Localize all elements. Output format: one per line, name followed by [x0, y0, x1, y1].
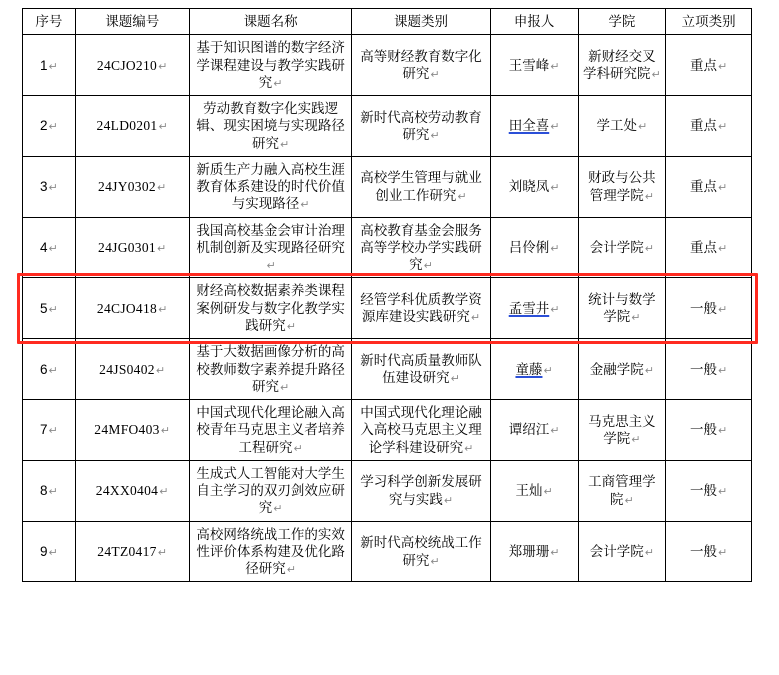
paragraph-mark-icon: ↵ — [48, 485, 58, 499]
cell-title — [189, 339, 351, 400]
paragraph-mark-icon: ↵ — [48, 120, 58, 134]
paragraph-mark-icon: ↵ — [48, 241, 58, 255]
cell-person-text: 郑珊珊 — [508, 543, 550, 559]
cell-person — [490, 400, 578, 461]
paragraph-mark-icon: ↵ — [156, 241, 167, 255]
cell-code-text: 24CJO418 — [96, 300, 158, 316]
cell-code-text: 24XX0404 — [95, 483, 159, 499]
cell-code-text: 24JG0301 — [98, 239, 156, 255]
cell-level-text: 重点 — [690, 239, 718, 255]
cell-title — [189, 521, 351, 582]
cell-code-text: 24JY0302 — [98, 179, 156, 195]
paragraph-mark-icon: ↵ — [543, 363, 553, 377]
paragraph-mark-icon: ↵ — [48, 424, 58, 438]
paragraph-mark-icon: ↵ — [718, 120, 728, 134]
cell-type — [352, 278, 490, 339]
paragraph-mark-icon: ↵ — [430, 554, 440, 568]
paragraph-mark-icon: ↵ — [48, 545, 58, 559]
paragraph-mark-icon: ↵ — [631, 432, 641, 446]
paragraph-mark-icon: ↵ — [644, 241, 655, 255]
cell-no-text: 5 — [39, 300, 48, 316]
paragraph-mark-icon: ↵ — [158, 302, 168, 316]
cell-title — [189, 35, 351, 96]
cell-level — [666, 460, 752, 521]
paragraph-mark-icon: ↵ — [651, 68, 661, 82]
table-body — [23, 35, 752, 582]
cell-level — [666, 35, 752, 96]
cell-title — [189, 96, 351, 157]
cell-type — [352, 460, 490, 521]
column-header-person: 申报人 — [490, 9, 578, 35]
cell-type — [352, 339, 490, 400]
cell-college — [578, 339, 666, 400]
cell-type-text: 高等财经教育数字化研究 — [360, 48, 482, 82]
cell-person-text: 谭绍江 — [508, 422, 550, 438]
cell-person — [490, 278, 578, 339]
cell-code-text: 24LD0201 — [96, 118, 158, 134]
cell-level — [666, 400, 752, 461]
cell-code — [75, 400, 189, 461]
cell-code — [75, 339, 189, 400]
cell-title — [189, 156, 351, 217]
paragraph-mark-icon: ↵ — [470, 311, 481, 325]
column-header-type: 课题类别 — [352, 9, 490, 35]
cell-code-text: 24JS0402 — [99, 361, 155, 377]
table-row — [23, 217, 752, 278]
column-header-college: 学院 — [578, 9, 666, 35]
cell-no — [23, 278, 76, 339]
column-header-level: 立项类别 — [666, 9, 752, 35]
cell-code — [75, 156, 189, 217]
cell-person — [490, 339, 578, 400]
paragraph-mark-icon: ↵ — [457, 189, 467, 203]
cell-college — [578, 156, 666, 217]
cell-college — [578, 460, 666, 521]
cell-level — [666, 156, 752, 217]
paragraph-mark-icon: ↵ — [644, 363, 655, 377]
cell-college-text: 金融学院 — [589, 361, 644, 377]
paragraph-mark-icon: ↵ — [157, 545, 168, 559]
paragraph-mark-icon: ↵ — [430, 128, 440, 142]
paragraph-mark-icon: ↵ — [624, 493, 634, 507]
cell-no — [23, 96, 76, 157]
cell-level-text: 重点 — [690, 57, 718, 73]
paragraph-mark-icon: ↵ — [430, 68, 440, 82]
cell-person-text: 吕伶俐 — [508, 239, 550, 255]
paragraph-mark-icon: ↵ — [550, 545, 560, 559]
paragraph-mark-icon: ↵ — [279, 137, 290, 151]
cell-level — [666, 217, 752, 278]
cell-person-text: 田全喜 — [508, 118, 550, 134]
paragraph-mark-icon: ↵ — [158, 120, 168, 134]
paragraph-mark-icon: ↵ — [48, 302, 58, 316]
paragraph-mark-icon: ↵ — [718, 59, 728, 73]
cell-code — [75, 217, 189, 278]
cell-level-text: 一般 — [690, 483, 718, 499]
paragraph-mark-icon: ↵ — [550, 59, 560, 73]
paragraph-mark-icon: ↵ — [300, 198, 310, 212]
cell-level — [666, 521, 752, 582]
paragraph-mark-icon: ↵ — [293, 441, 303, 455]
cell-person — [490, 96, 578, 157]
cell-person-text: 孟雪井 — [508, 300, 550, 316]
cell-level-text: 一般 — [690, 422, 718, 438]
cell-type-text: 新时代高质量教师队伍建设研究 — [360, 352, 482, 386]
paragraph-mark-icon: ↵ — [156, 181, 167, 195]
cell-no-text: 1 — [39, 57, 48, 73]
cell-no-text: 2 — [39, 118, 48, 134]
cell-level-text: 一般 — [690, 543, 718, 559]
paragraph-mark-icon: ↵ — [423, 259, 433, 273]
cell-college — [578, 521, 666, 582]
cell-code — [75, 35, 189, 96]
cell-type — [352, 521, 490, 582]
cell-no-text: 9 — [39, 543, 48, 559]
cell-title-text: 新质生产力融入高校生涯教育体系建设的时代价值与实现路径 — [196, 161, 345, 212]
paragraph-mark-icon: ↵ — [273, 76, 283, 90]
paragraph-mark-icon: ↵ — [638, 120, 648, 134]
cell-title-text: 高校网络统战工作的实效性评价体系构建及优化路径研究 — [196, 526, 345, 577]
paragraph-mark-icon: ↵ — [158, 59, 168, 73]
cell-person-text: 童藤 — [515, 361, 543, 377]
paragraph-mark-icon: ↵ — [550, 181, 560, 195]
cell-code — [75, 521, 189, 582]
cell-title-text: 中国式现代化理论融入高校青年马克思主义者培养工程研究 — [196, 405, 345, 455]
paragraph-mark-icon: ↵ — [160, 424, 171, 438]
table-row — [23, 96, 752, 157]
paragraph-mark-icon: ↵ — [550, 424, 560, 438]
paragraph-mark-icon: ↵ — [644, 545, 655, 559]
cell-title-text: 我国高校基金会审计治理机制创新及实现路径研究 — [196, 222, 345, 255]
paragraph-mark-icon: ↵ — [443, 493, 454, 507]
table-row — [23, 156, 752, 217]
table-header — [23, 9, 752, 35]
cell-level-text: 重点 — [690, 118, 718, 134]
cell-title-text: 生成式人工智能对大学生自主学习的双刃剑效应研究 — [196, 465, 345, 516]
cell-college-text: 马克思主义学院 — [588, 413, 656, 446]
paragraph-mark-icon: ↵ — [631, 311, 641, 325]
paragraph-mark-icon: ↵ — [718, 302, 728, 316]
cell-level-text: 一般 — [690, 361, 718, 377]
cell-title — [189, 278, 351, 339]
paragraph-mark-icon: ↵ — [286, 319, 296, 333]
cell-college — [578, 96, 666, 157]
cell-college-text: 工商管理学院 — [588, 474, 656, 507]
cell-person-text: 刘晓凤 — [508, 179, 550, 195]
cell-type-text: 新时代高校统战工作研究 — [360, 535, 482, 568]
cell-no — [23, 400, 76, 461]
cell-code — [75, 96, 189, 157]
cell-college — [578, 400, 666, 461]
cell-no-text: 7 — [39, 422, 48, 438]
paragraph-mark-icon: ↵ — [550, 241, 560, 255]
cell-person — [490, 156, 578, 217]
cell-type-text: 中国式现代化理论融入高校马克思主义理论学科建设研究 — [360, 405, 482, 455]
table-row — [23, 278, 752, 339]
paragraph-mark-icon: ↵ — [159, 485, 169, 499]
cell-level-text: 一般 — [690, 300, 718, 316]
cell-no-text: 3 — [39, 179, 48, 195]
cell-college-text: 财政与公共管理学院 — [588, 170, 656, 203]
cell-no-text: 4 — [39, 239, 48, 255]
cell-college-text: 会计学院 — [589, 239, 644, 255]
cell-type-text: 学习科学创新发展研究与实践 — [360, 474, 482, 507]
paragraph-mark-icon: ↵ — [718, 363, 728, 377]
cell-person — [490, 460, 578, 521]
cell-title — [189, 460, 351, 521]
cell-title-text: 基于大数据画像分析的高校教师数字素养提升路径研究 — [196, 344, 345, 394]
cell-person-text: 王灿 — [515, 483, 543, 499]
cell-code — [75, 278, 189, 339]
cell-person — [490, 35, 578, 96]
cell-title-text: 财经高校数据素养类课程案例研发与数字化教学实践研究 — [196, 283, 345, 333]
table-row — [23, 460, 752, 521]
paragraph-mark-icon: ↵ — [48, 363, 58, 377]
cell-level — [666, 278, 752, 339]
paragraph-mark-icon: ↵ — [279, 380, 290, 394]
cell-code-text: 24MFO403 — [94, 422, 160, 438]
cell-no — [23, 35, 76, 96]
cell-person — [490, 521, 578, 582]
column-header-title: 课题名称 — [189, 9, 351, 35]
paragraph-mark-icon: ↵ — [155, 363, 166, 377]
cell-title — [189, 217, 351, 278]
cell-type — [352, 400, 490, 461]
paragraph-mark-icon: ↵ — [450, 372, 460, 386]
cell-type-text: 高校教育基金会服务高等学校办学实践研究 — [360, 222, 482, 273]
paragraph-mark-icon: ↵ — [286, 563, 296, 577]
cell-title-text: 劳动教育数字化实践逻辑、现实困境与实现路径研究 — [196, 101, 345, 151]
column-header-no: 序号 — [23, 9, 76, 35]
cell-college-text: 新财经交叉学科研究院 — [583, 48, 656, 82]
topic-table — [22, 8, 752, 582]
paragraph-mark-icon: ↵ — [266, 259, 276, 273]
paragraph-mark-icon: ↵ — [644, 189, 655, 203]
cell-no — [23, 460, 76, 521]
paragraph-mark-icon: ↵ — [718, 181, 728, 195]
cell-college-text: 统计与数学学院 — [588, 292, 656, 325]
cell-code — [75, 460, 189, 521]
cell-code-text: 24TZ0417 — [97, 543, 157, 559]
cell-level — [666, 96, 752, 157]
cell-college — [578, 35, 666, 96]
cell-type-text: 高校学生管理与就业创业工作研究 — [360, 170, 482, 203]
cell-college-text: 会计学院 — [589, 543, 644, 559]
cell-type — [352, 96, 490, 157]
cell-type — [352, 35, 490, 96]
cell-level — [666, 339, 752, 400]
cell-college-text: 学工处 — [596, 118, 638, 134]
paragraph-mark-icon: ↵ — [464, 441, 474, 455]
cell-title-text: 基于知识图谱的数字经济学课程建设与教学实践研究 — [196, 40, 345, 90]
table-row — [23, 35, 752, 96]
cell-college — [578, 217, 666, 278]
cell-type-text: 新时代高校劳动教育研究 — [360, 109, 482, 142]
paragraph-mark-icon: ↵ — [718, 545, 728, 559]
cell-type — [352, 156, 490, 217]
paragraph-mark-icon: ↵ — [543, 485, 553, 499]
column-header-code: 课题编号 — [75, 9, 189, 35]
cell-no — [23, 339, 76, 400]
cell-no — [23, 217, 76, 278]
cell-type — [352, 217, 490, 278]
cell-no-text: 6 — [39, 361, 48, 377]
paragraph-mark-icon: ↵ — [718, 485, 728, 499]
cell-no — [23, 156, 76, 217]
table-row — [23, 339, 752, 400]
paragraph-mark-icon: ↵ — [48, 181, 58, 195]
cell-person-text: 王雪峰 — [508, 57, 550, 73]
table-row — [23, 400, 752, 461]
paragraph-mark-icon: ↵ — [718, 424, 728, 438]
cell-no-text: 8 — [39, 483, 48, 499]
cell-type-text: 经管学科优质教学资源库建设实践研究 — [360, 292, 482, 325]
paragraph-mark-icon: ↵ — [550, 120, 560, 134]
cell-level-text: 重点 — [690, 179, 718, 195]
cell-college — [578, 278, 666, 339]
table-header-row — [23, 9, 752, 35]
cell-code-text: 24CJO210 — [96, 57, 158, 73]
paragraph-mark-icon: ↵ — [550, 302, 560, 316]
paragraph-mark-icon: ↵ — [273, 502, 283, 516]
cell-title — [189, 400, 351, 461]
paragraph-mark-icon: ↵ — [48, 59, 58, 73]
paragraph-mark-icon: ↵ — [718, 241, 728, 255]
cell-person — [490, 217, 578, 278]
table-row — [23, 521, 752, 582]
cell-no — [23, 521, 76, 582]
document-body — [22, 8, 752, 582]
